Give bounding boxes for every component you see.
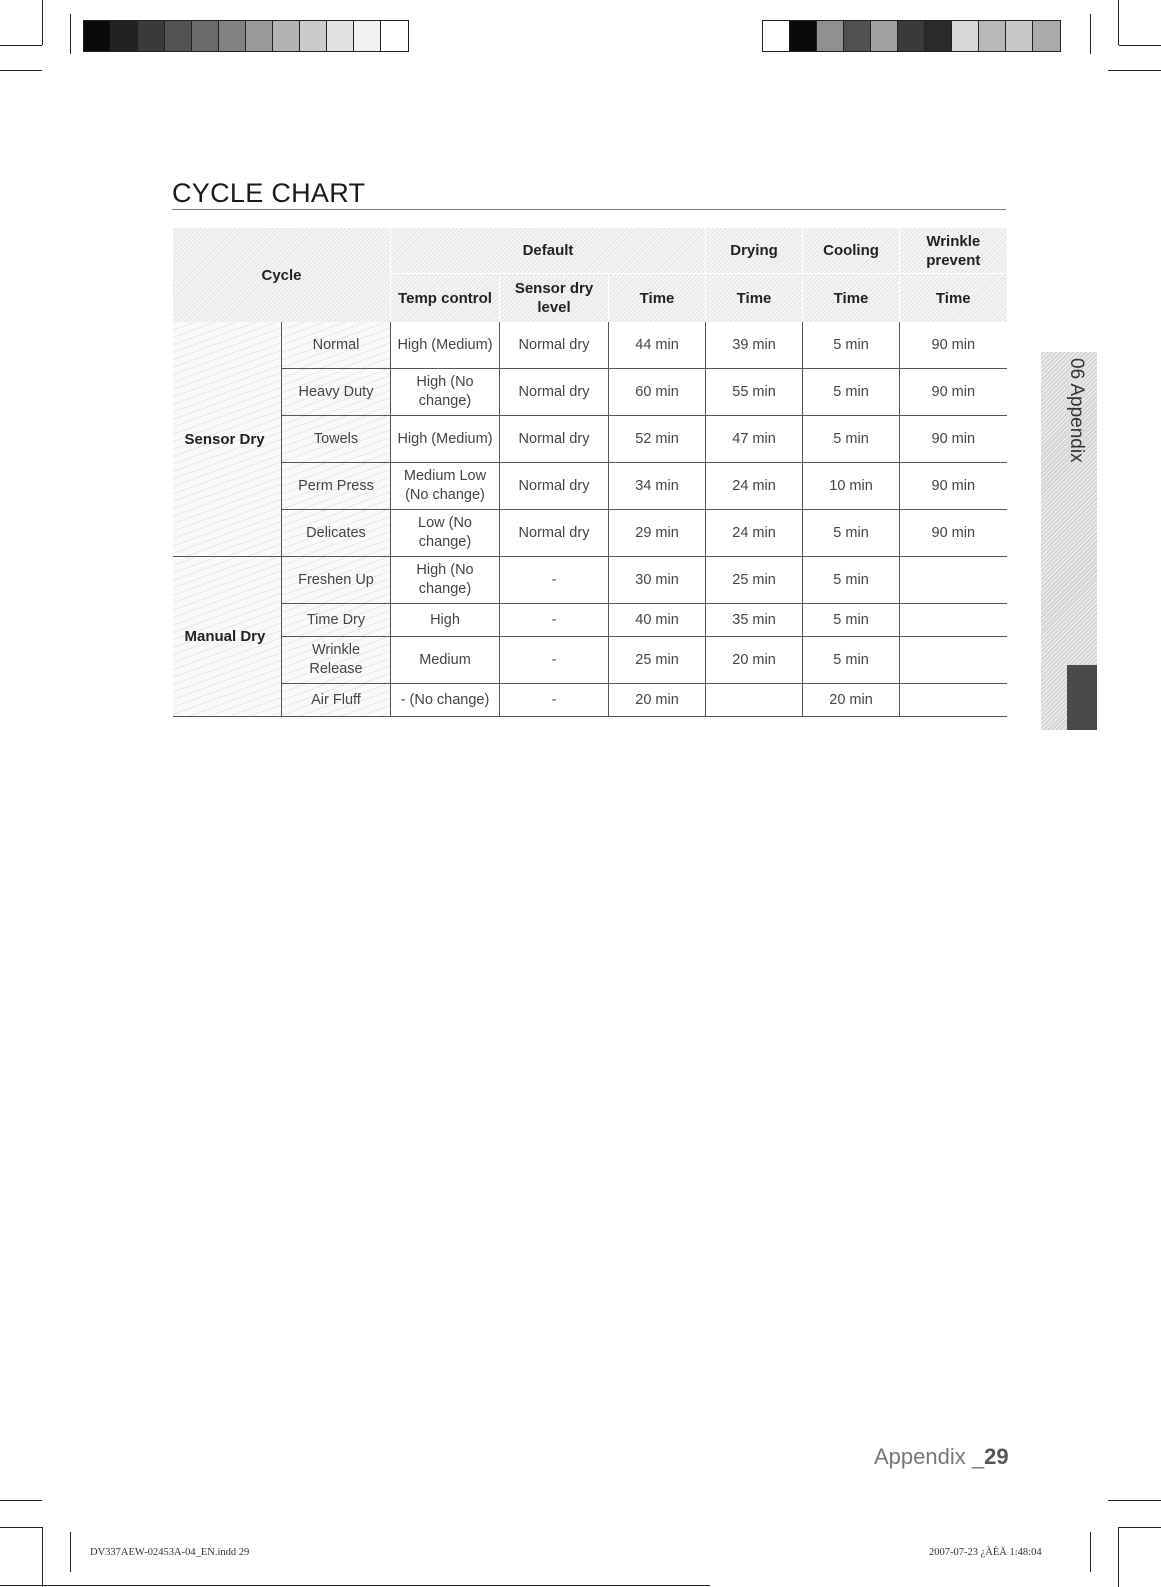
crop-mark	[0, 1585, 710, 1586]
sensor-level-cell: Normal dry	[500, 416, 609, 463]
table-row	[173, 416, 1007, 463]
drying-time-cell: 55 min	[706, 369, 803, 416]
header-drying: Drying	[706, 228, 803, 274]
cooling-time-cell: 5 min	[803, 416, 900, 463]
temp-control-cell: High (No change)	[391, 557, 500, 604]
crop-mark	[1108, 1500, 1161, 1501]
group-label-manual-dry: Manual Dry	[173, 557, 282, 717]
drying-time-cell: 47 min	[706, 416, 803, 463]
default-time-cell: 25 min	[609, 637, 706, 684]
crop-mark	[0, 1500, 42, 1501]
default-time-cell: 44 min	[609, 322, 706, 369]
header-sensor-dry-level: Sensor dry level	[500, 274, 609, 323]
temp-control-cell: High (Medium)	[391, 322, 500, 369]
header-wrinkle-prevent: Wrinkle prevent	[900, 228, 1007, 274]
table-row	[173, 510, 1007, 557]
crop-mark	[1090, 14, 1091, 54]
crop-mark	[42, 1527, 43, 1587]
sensor-level-cell: -	[500, 637, 609, 684]
sensor-level-cell: Normal dry	[500, 510, 609, 557]
title-divider	[172, 209, 1006, 210]
default-time-cell: 34 min	[609, 463, 706, 510]
cycle-name: Time Dry	[282, 604, 391, 637]
default-time-cell: 30 min	[609, 557, 706, 604]
drying-time-cell: 24 min	[706, 510, 803, 557]
section-side-tab	[1041, 352, 1097, 730]
drying-time-cell: 39 min	[706, 322, 803, 369]
header-default-time: Time	[609, 274, 706, 323]
drying-time-cell: 24 min	[706, 463, 803, 510]
crop-mark	[42, 0, 43, 45]
drying-time-cell: 25 min	[706, 557, 803, 604]
crop-mark	[1119, 1527, 1161, 1528]
default-time-cell: 29 min	[609, 510, 706, 557]
sensor-level-cell: -	[500, 557, 609, 604]
print-slug-file: DV337AEW-02453A-04_EN.indd 29	[90, 1547, 250, 1558]
header-default: Default	[391, 228, 706, 274]
crop-mark	[1119, 45, 1161, 46]
default-time-cell: 40 min	[609, 604, 706, 637]
group-label-sensor-dry: Sensor Dry	[173, 322, 282, 557]
temp-control-cell: High (No change)	[391, 369, 500, 416]
table-row	[173, 684, 1007, 717]
crop-mark	[1108, 70, 1161, 71]
default-time-cell: 52 min	[609, 416, 706, 463]
sensor-level-cell: Normal dry	[500, 322, 609, 369]
crop-mark	[0, 1527, 42, 1528]
temp-control-cell: Low (No change)	[391, 510, 500, 557]
default-time-cell: 60 min	[609, 369, 706, 416]
cycle-chart-table	[172, 228, 1007, 717]
drying-time-cell	[706, 684, 803, 717]
cooling-time-cell: 5 min	[803, 557, 900, 604]
cycle-name: Normal	[282, 322, 391, 369]
cooling-time-cell: 5 min	[803, 604, 900, 637]
cycle-name: Air Fluff	[282, 684, 391, 717]
table-row	[173, 369, 1007, 416]
cooling-time-cell: 20 min	[803, 684, 900, 717]
registration-bar-left	[83, 20, 409, 52]
wrinkle-time-cell	[900, 637, 1007, 684]
page-footer	[874, 1444, 1009, 1470]
cycle-name: Wrinkle Release	[282, 637, 391, 684]
header-drying-time: Time	[706, 274, 803, 323]
header-cooling: Cooling	[803, 228, 900, 274]
temp-control-cell: Medium	[391, 637, 500, 684]
side-tab-label: 06 Appendix	[1066, 358, 1087, 463]
cooling-time-cell: 5 min	[803, 369, 900, 416]
footer-section-label: Appendix _	[874, 1444, 985, 1469]
temp-control-cell: High	[391, 604, 500, 637]
table-row	[173, 322, 1007, 369]
cycle-name: Towels	[282, 416, 391, 463]
wrinkle-time-cell: 90 min	[900, 416, 1007, 463]
cycle-name: Delicates	[282, 510, 391, 557]
wrinkle-time-cell: 90 min	[900, 510, 1007, 557]
cooling-time-cell: 5 min	[803, 510, 900, 557]
crop-mark	[1118, 0, 1119, 45]
crop-mark	[70, 1532, 71, 1572]
header-wrinkle-time: Time	[900, 274, 1007, 323]
side-tab-marker	[1067, 665, 1097, 730]
sensor-level-cell: Normal dry	[500, 369, 609, 416]
wrinkle-time-cell	[900, 684, 1007, 717]
table-row	[173, 463, 1007, 510]
wrinkle-time-cell	[900, 557, 1007, 604]
header-cycle: Cycle	[173, 228, 391, 322]
header-cooling-time: Time	[803, 274, 900, 323]
page-number: 29	[984, 1444, 1009, 1469]
table-row	[173, 604, 1007, 637]
crop-mark	[0, 45, 42, 46]
wrinkle-time-cell	[900, 604, 1007, 637]
cooling-time-cell: 10 min	[803, 463, 900, 510]
cycle-name: Freshen Up	[282, 557, 391, 604]
print-slug-date: 2007-07-23 ¿ÀÈÄ 1:48:04	[929, 1547, 1042, 1558]
crop-mark	[0, 70, 42, 71]
cooling-time-cell: 5 min	[803, 637, 900, 684]
drying-time-cell: 35 min	[706, 604, 803, 637]
sensor-level-cell: -	[500, 684, 609, 717]
header-temp-control: Temp control	[391, 274, 500, 323]
drying-time-cell: 20 min	[706, 637, 803, 684]
crop-mark	[70, 14, 71, 54]
wrinkle-time-cell: 90 min	[900, 322, 1007, 369]
table-row	[173, 557, 1007, 604]
crop-mark	[1118, 1527, 1119, 1587]
crop-mark	[1090, 1532, 1091, 1572]
cycle-name: Perm Press	[282, 463, 391, 510]
temp-control-cell: - (No change)	[391, 684, 500, 717]
cycle-name: Heavy Duty	[282, 369, 391, 416]
wrinkle-time-cell: 90 min	[900, 463, 1007, 510]
default-time-cell: 20 min	[609, 684, 706, 717]
table-row	[173, 637, 1007, 684]
sensor-level-cell: -	[500, 604, 609, 637]
wrinkle-time-cell: 90 min	[900, 369, 1007, 416]
registration-bar-right	[762, 20, 1061, 52]
page-title: CYCLE CHART	[172, 178, 366, 208]
cooling-time-cell: 5 min	[803, 322, 900, 369]
temp-control-cell: High (Medium)	[391, 416, 500, 463]
sensor-level-cell: Normal dry	[500, 463, 609, 510]
temp-control-cell: Medium Low (No change)	[391, 463, 500, 510]
